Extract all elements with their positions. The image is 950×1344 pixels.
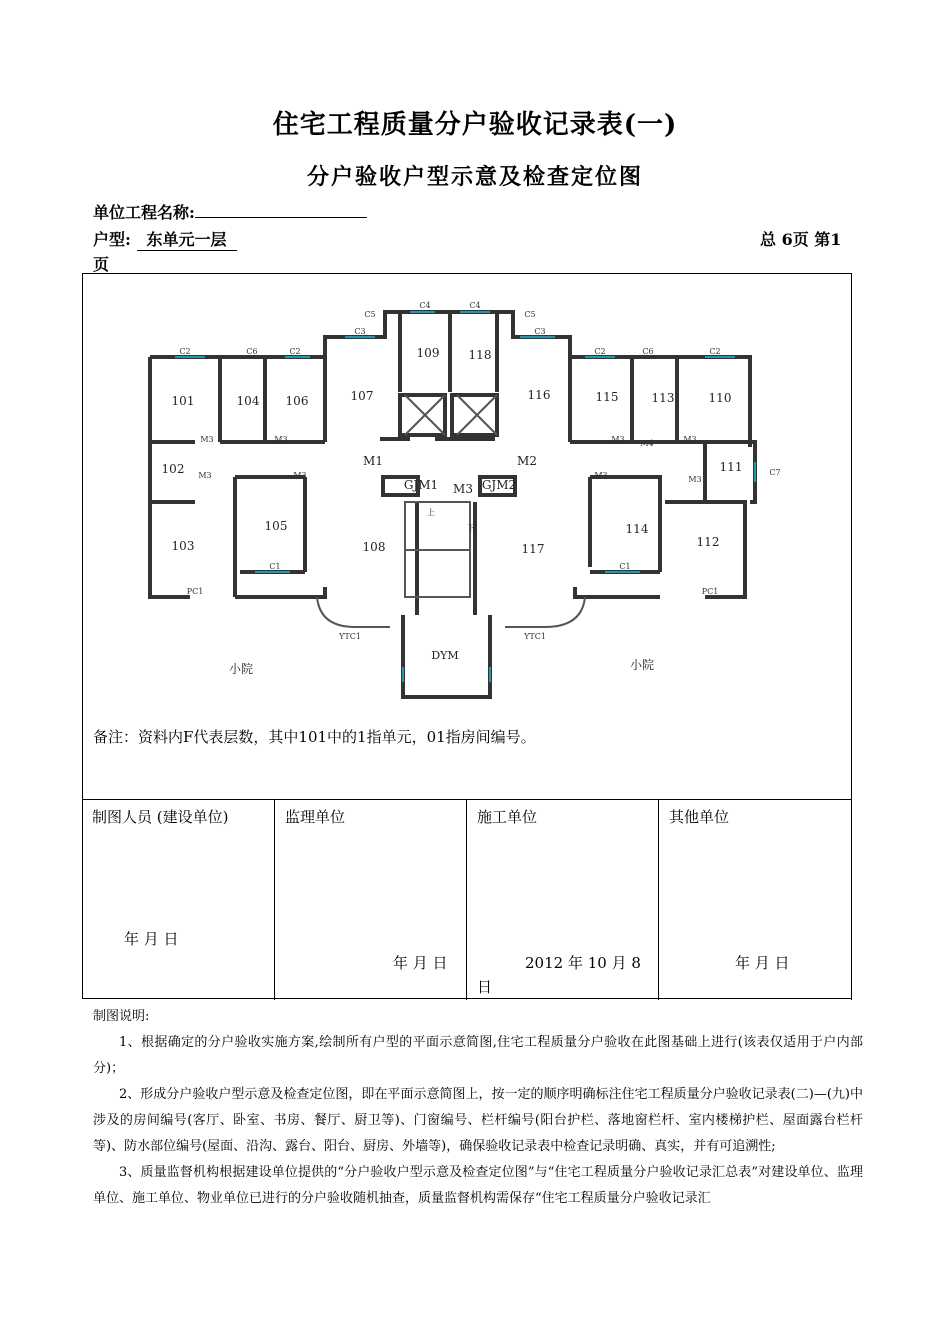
explanation-p3: 3、质量监督机构根据建设单位提供的“分户验收户型示意及检查定位图”与“住宅工程质量分户验收记录汇总表”对建设单位、监理单位、施工单位、物业单位已进行的分户验收随机抽查，质量监督机构需保存“住宅工程质量分户验收记录汇 xyxy=(93,1165,863,1206)
unit-name-row xyxy=(93,200,367,223)
door-m3c-label: M3 xyxy=(198,471,212,480)
room-label: 111 xyxy=(719,460,743,474)
signature-date-contractor: 2012 年 10 月 8 xyxy=(525,954,641,972)
room-label: 118 xyxy=(468,348,492,362)
door-m3g-label: M3 xyxy=(594,471,608,480)
room-label: 105 xyxy=(264,519,288,533)
door-gjm2-label: GJM2 xyxy=(481,478,517,492)
room-label: 116 xyxy=(527,388,551,402)
unit-name-value xyxy=(195,201,367,218)
page-subtitle: 分户验收户型示意及检查定位图 xyxy=(306,164,643,190)
door-m2-label: M2 xyxy=(517,454,537,468)
type-value: 东单元一层 xyxy=(137,227,237,251)
stair-down-label: 下 xyxy=(467,524,475,533)
floor-plan xyxy=(145,297,785,702)
signature-cell-contractor xyxy=(467,800,659,1000)
type-row xyxy=(93,227,237,251)
page-suffix: 页 xyxy=(93,255,110,274)
signature-date-supervisor: 年 月 日 xyxy=(393,954,448,972)
window-c5-label: C5 xyxy=(364,310,376,319)
door-m3f-label: M3 xyxy=(683,435,697,444)
dym-label: DYM xyxy=(431,649,459,662)
window-c2d-label: C2 xyxy=(709,347,721,356)
window-pc1b-label: PC1 xyxy=(701,587,719,596)
page-title: 住宅工程质量分户验收记录表(一) xyxy=(272,110,678,140)
room-label: 113 xyxy=(651,391,675,405)
yard-right-label: 小院 xyxy=(629,658,655,672)
window-ytc1b-label: YTC1 xyxy=(524,632,546,641)
window-c3b-label: C3 xyxy=(534,327,546,336)
room-label: 104 xyxy=(236,394,260,408)
unit-name-label: 单位工程名称: xyxy=(93,203,195,222)
page-info: 总 6页 第1 xyxy=(760,230,842,249)
door-m3-center-label: M3 xyxy=(453,482,473,496)
explanation-p2: 2、形成分户验收户型示意及检查定位图，即在平面示意简图上，按一定的顺序明确标注住宅工程质量分户验收记录表(二)—(九)中涉及的房间编号(客厅、卧室、书房、餐厅、厨卫等)、门窗编号、栏杆编号(阳台护栏、落地窗栏杆、室内楼梯护栏、屋面露台栏杆等)、防水部位编号(屋面、沿沟、露台、阳台、厨房、外墙等)，确保验收记录表中检查记录明确、真实，并有可追溯性; xyxy=(93,1087,863,1154)
plan-note: 备注：资料内F代表层数，其中101中的1指单元，01指房间编号。 xyxy=(93,728,536,746)
door-m3e-label: M3 xyxy=(611,435,625,444)
door-m3h-label: M3 xyxy=(688,475,702,484)
signature-date-contractor-day: 日 xyxy=(477,978,493,996)
signature-date-other: 年 月 日 xyxy=(735,954,790,972)
door-m3d-label: M3 xyxy=(293,471,307,480)
signature-cell-supervisor xyxy=(275,800,467,1000)
room-label: 107 xyxy=(350,389,374,403)
stair-up-label: 上 xyxy=(427,508,435,517)
door-m4-label: M4 xyxy=(640,439,654,448)
window-c5b-label: C5 xyxy=(524,310,536,319)
window-c1b-label: C1 xyxy=(619,562,631,571)
yard-left-label: 小院 xyxy=(228,662,254,676)
signature-cell-builder xyxy=(82,800,275,1000)
window-c2c-label: C2 xyxy=(594,347,606,356)
signature-row xyxy=(82,799,852,1000)
explanation xyxy=(93,1004,863,1212)
room-label: 108 xyxy=(362,540,386,554)
window-c4b-label: C4 xyxy=(469,301,481,310)
window-c3-label: C3 xyxy=(354,327,366,336)
window-c7-label: C7 xyxy=(769,468,781,477)
type-label: 户型: xyxy=(93,230,131,249)
window-c2-label: C2 xyxy=(179,347,191,356)
window-ytc1-label: YTC1 xyxy=(339,632,361,641)
room-label: 102 xyxy=(161,462,185,476)
explanation-p1: 1、根据确定的分户验收实施方案,绘制所有户型的平面示意简图,住宅工程质量分户验收在此图基础上进行(该表仅适用于户内部分)； xyxy=(93,1035,863,1076)
door-m3-label: M3 xyxy=(200,435,214,444)
signature-date-builder: 年 月 日 xyxy=(124,930,179,948)
signature-label-contractor: 施工单位 xyxy=(477,808,538,826)
signature-label-supervisor: 监理单位 xyxy=(285,808,346,826)
window-c4-label: C4 xyxy=(419,301,431,310)
room-label: 114 xyxy=(625,522,649,536)
door-m1-label: M1 xyxy=(363,454,383,468)
signature-cell-other xyxy=(659,800,852,1000)
room-label: 103 xyxy=(171,539,195,553)
signature-label-other: 其他单位 xyxy=(669,808,730,826)
window-c2b-label: C2 xyxy=(289,347,301,356)
room-label: 101 xyxy=(171,394,195,408)
room-label: 110 xyxy=(708,391,732,405)
explanation-heading: 制图说明: xyxy=(93,1009,150,1024)
door-m3b-label: M3 xyxy=(274,435,288,444)
window-c6-label: C6 xyxy=(246,347,258,356)
window-c6b-label: C6 xyxy=(642,347,654,356)
window-c1-label: C1 xyxy=(269,562,281,571)
room-label: 109 xyxy=(416,346,440,360)
room-label: 106 xyxy=(285,394,309,408)
room-label: 112 xyxy=(696,535,720,549)
signature-label-builder: 制图人员 (建设单位) xyxy=(92,808,229,826)
room-label: 117 xyxy=(521,542,545,556)
window-pc1-label: PC1 xyxy=(186,587,204,596)
room-label: 115 xyxy=(595,390,619,404)
door-gjm1-label: GJM1 xyxy=(403,478,439,492)
